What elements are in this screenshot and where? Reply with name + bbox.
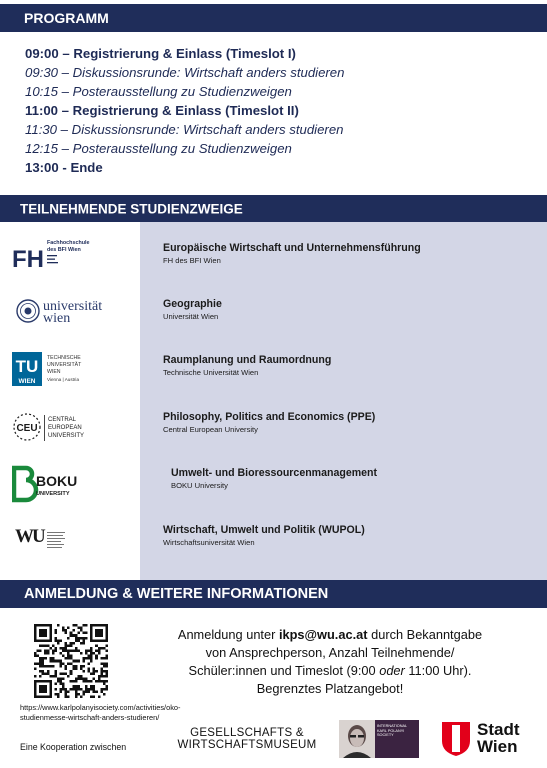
- boku-mark: BOKU: [36, 473, 78, 489]
- stadt-wien-shield-icon: [441, 721, 471, 757]
- qr-code-icon[interactable]: [34, 624, 108, 698]
- gwm-line2: WIRTSCHAFTSMUSEUM: [177, 739, 317, 751]
- studienzweig-name: Wirtschaft, Umwelt und Politik (WUPOL): [163, 524, 365, 536]
- studienzweig-name: Raumplanung und Raumordnung: [163, 354, 332, 366]
- stadt-wien-line2: Wien: [477, 737, 518, 756]
- programm-header-bar: [0, 4, 547, 32]
- studienzweig-institution: Central European University: [163, 425, 258, 434]
- ceu-line2: EUROPEAN: [48, 425, 82, 431]
- fh-bfi-logo: [12, 234, 132, 274]
- logo-column: [0, 222, 140, 580]
- programm-item: 11:00 – Registrierung & Einlass (Timeslot II): [25, 103, 299, 118]
- tu-line2: UNIVERSITÄT: [47, 362, 82, 368]
- studienzweig-name: Europäische Wirtschaft und Unternehmensführung: [163, 242, 421, 254]
- anmeldung-line1-post: durch Bekanntgabe: [367, 627, 483, 642]
- tu-line3: WIEN: [47, 369, 61, 375]
- anmeldung-line4: Begrenztes Platzangebot!: [256, 681, 404, 696]
- fh-logo-line1: Fachhochschule: [47, 240, 90, 246]
- studienzweig-institution: Universität Wien: [163, 312, 219, 321]
- studienzweig-institution: BOKU University: [171, 481, 228, 490]
- fh-logo-mark: FH: [12, 246, 44, 273]
- anmeldung-line1: [140, 626, 520, 644]
- tu-line4: Vienna | Austria: [47, 377, 80, 382]
- studienzweig-institution: Technische Universität Wien: [163, 368, 259, 377]
- ceu-line3: UNIVERSITY: [48, 433, 85, 439]
- anmeldung-line3-pre: Schüler:innen und Timeslot (9:00: [188, 663, 380, 678]
- anmeldung-header-bar: [0, 580, 547, 608]
- programm-item: 09:30 – Diskussionsrunde: Wirtschaft anders studieren: [25, 65, 345, 80]
- studienzweig-item: [163, 242, 543, 266]
- wu-mark: WU: [15, 526, 44, 547]
- ikps-line3: SOCIETY: [377, 733, 394, 737]
- gwm-line1: GESELLSCHAFTS &: [190, 727, 304, 739]
- stadt-wien-text: [477, 721, 520, 755]
- tu-mark-top: TU: [15, 357, 39, 376]
- ikps-line2: KARL POLANYI: [377, 728, 405, 733]
- ikps-line1: INTERNATIONAL: [377, 724, 408, 728]
- studienzweig-name: Geographie: [163, 298, 222, 310]
- wu-logo: [12, 520, 132, 560]
- tu-mark-bottom: WIEN: [18, 378, 36, 385]
- anmeldung-info: [140, 626, 520, 698]
- polanyi-portrait-icon: [339, 720, 375, 758]
- anmeldung-line2: von Ansprechperson, Anzahl Teilnehmende/: [205, 645, 455, 660]
- programm-item: 11:30 – Diskussionsrunde: Wirtschaft anders studieren: [25, 122, 344, 137]
- ceu-logo: [12, 407, 132, 447]
- studienzweig-item: [163, 524, 543, 548]
- programm-item: 13:00 - Ende: [25, 160, 103, 175]
- programm-list: [25, 44, 525, 177]
- studienzweig-item: [163, 298, 543, 322]
- tu-line1: TECHNISCHE: [47, 355, 81, 361]
- studienzweig-item: [171, 467, 547, 491]
- boku-line1: UNIVERSITY: [36, 491, 70, 497]
- anmeldung-line3: [140, 662, 520, 680]
- programm-item: 09:00 – Registrierung & Einlass (Timeslot I): [25, 46, 296, 61]
- studienzweig-name: Philosophy, Politics and Economics (PPE): [163, 411, 376, 423]
- ikps-text: [377, 724, 417, 738]
- uni-wien-line2: wien: [43, 311, 71, 326]
- anmeldung-email-link[interactable]: ikps@wu.ac.at: [278, 627, 368, 642]
- programm-item: 12:15 – Posterausstellung zu Studienzweigen: [25, 141, 292, 156]
- boku-logo: [12, 464, 132, 504]
- kooperation-label: Eine Kooperation zwischen: [20, 742, 127, 752]
- anmeldung-line1-pre: Anmeldung unter: [177, 627, 279, 642]
- ceu-mark: CEU: [16, 423, 38, 434]
- uni-wien-line1: universität: [43, 299, 103, 314]
- studienzweige-header: TEILNEHMENDE STUDIENZWEIGE: [20, 201, 243, 216]
- studienzweig-institution: FH des BFI Wien: [163, 256, 221, 265]
- studienzweig-name: Umwelt- und Bioressourcenmanagement: [171, 467, 378, 479]
- gesellschafts-wirtschaftsmuseum-logo: [172, 727, 322, 751]
- ceu-line1: CENTRAL: [48, 417, 77, 423]
- studienzweig-item: [163, 411, 543, 435]
- studienzweige-header-bar: [0, 195, 547, 222]
- uni-wien-logo: [12, 291, 132, 331]
- karl-polanyi-society-logo: [339, 720, 419, 758]
- anmeldung-url-link[interactable]: https://www.karlpolanyisociety.com/activities/oko-studienmesse-wirtschaft-anders-studieren/: [20, 703, 181, 722]
- programm-header: PROGRAMM: [24, 10, 109, 26]
- anmeldung-line3-post: 11:00 Uhr).: [404, 663, 472, 678]
- anmeldung-line3-oder: oder: [379, 663, 405, 678]
- stadt-wien-line1: Stadt: [477, 720, 520, 739]
- studienzweig-item: [163, 354, 543, 378]
- studienzweige-section: [0, 222, 547, 580]
- anmeldung-header: ANMELDUNG & WEITERE INFORMATIONEN: [24, 586, 329, 602]
- tu-wien-logo: [12, 350, 132, 390]
- studienzweig-institution: Wirtschaftsuniversität Wien: [163, 538, 255, 547]
- programm-item: 10:15 – Posterausstellung zu Studienzweigen: [25, 84, 292, 99]
- fh-logo-line2: des BFI Wien: [47, 247, 81, 253]
